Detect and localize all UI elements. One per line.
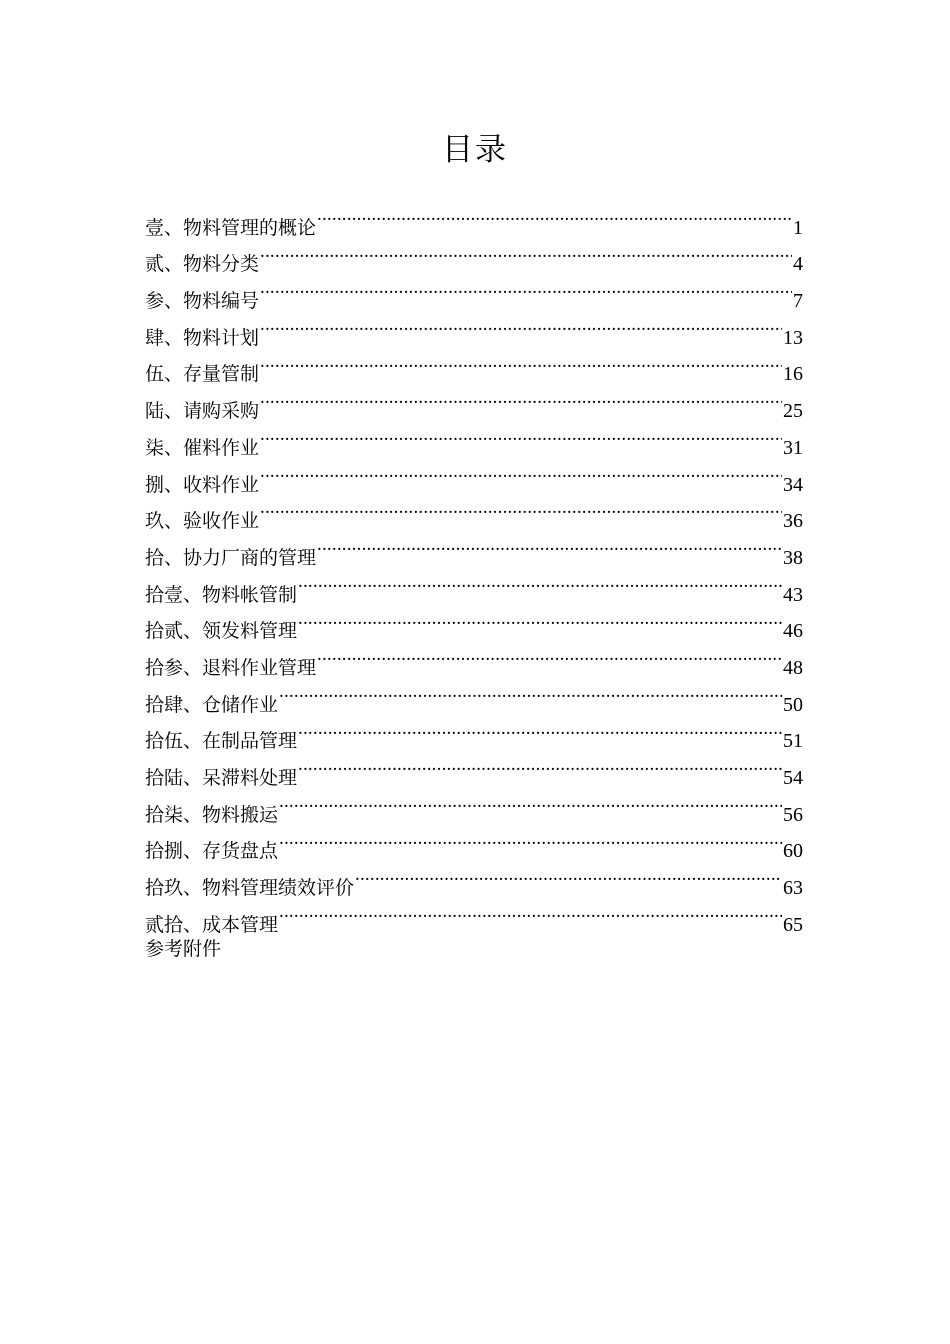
toc-entry-label: 拾陆、呆滞料处理 [145,767,298,789]
toc-entry-page: 50 [783,693,803,716]
toc-entry-page: 63 [783,877,803,900]
toc-leader-dots [279,674,782,711]
toc-entry-label: 拾壹、物料帐管制 [145,583,298,606]
toc-leader-dots [298,564,782,601]
toc-entry-page: 38 [783,546,803,569]
toc-leader-dots [260,417,782,454]
toc-entry-label: 陆、请购采购 [145,400,260,423]
toc-entry-page: 36 [783,510,803,533]
toc-leader-dots [298,747,782,784]
toc-entry-label: 伍、存量管制 [145,363,260,386]
toc-entry-page: 1 [793,216,803,239]
toc-leader-dots [260,344,782,381]
toc-title: 目录 [442,132,508,168]
toc-entry-page: 65 [783,913,803,936]
toc-leader-dots [260,454,782,491]
toc-entry-label: 拾伍、在制品管理 [145,730,298,753]
toc-entry-page: 34 [783,473,803,496]
toc-entry-label: 捌、收料作业 [145,473,260,496]
toc-list [145,197,803,967]
toc-leader-dots [260,491,782,528]
toc-entry-label: 柒、催料作业 [145,436,260,459]
toc-entry-page: 13 [783,326,803,349]
toc-leader-dots [260,270,792,307]
toc-entry-label: 壹、物料管理的概论 [145,216,317,239]
toc-leader-dots [279,784,782,821]
toc-entry-page: 31 [783,436,803,459]
toc-leader-dots [317,197,792,234]
toc-entry-label: 肆、物料计划 [145,326,260,349]
toc-entry-label: 参、物料编号 [145,290,260,313]
toc-entry-page: 16 [783,363,803,386]
toc-entry-label: 贰拾、成本管理 [145,913,279,936]
toc-entry-label: 拾玖、物料管理绩效评价 [145,877,355,900]
toc-leader-dots [260,307,782,344]
toc-leader-dots [355,857,782,894]
toc-entry-label: 拾、协力厂商的管理 [145,546,317,569]
toc-entry-page: 56 [783,803,803,826]
toc-entry-page: 51 [783,730,803,753]
toc-entry-label: 玖、验收作业 [145,510,260,533]
toc-leader-dots [317,637,782,674]
toc-leader-dots [317,527,782,564]
toc-entry-page: 25 [783,400,803,423]
toc-leader-dots [279,821,782,858]
toc-entry-page: 54 [783,767,803,789]
toc-leader-dots [260,234,792,271]
toc-entry-page: 48 [783,656,803,679]
toc-entry-label: 拾柒、物料搬运 [145,803,279,826]
toc-entry-label: 拾贰、领发料管理 [145,620,298,643]
toc-leader-dots [298,601,782,638]
toc-entry-label: 拾肆、仓储作业 [145,693,279,716]
toc-entry-page: 60 [783,840,803,863]
toc-entry-page: 43 [783,583,803,606]
toc-entry-label: 拾捌、存货盘点 [145,840,279,863]
toc-leader-dots [298,711,782,748]
toc-entry-page: 4 [793,253,803,276]
toc-entry-label: 参考附件 [145,937,222,960]
toc-entry-label: 贰、物料分类 [145,253,260,276]
toc-entry-page: 46 [783,620,803,643]
toc-entry[interactable] [145,197,803,239]
toc-leader-dots [260,380,782,417]
toc-entry-page: 7 [793,290,803,313]
toc-entry-label: 拾参、退料作业管理 [145,656,317,679]
toc-leader-dots [279,894,782,931]
